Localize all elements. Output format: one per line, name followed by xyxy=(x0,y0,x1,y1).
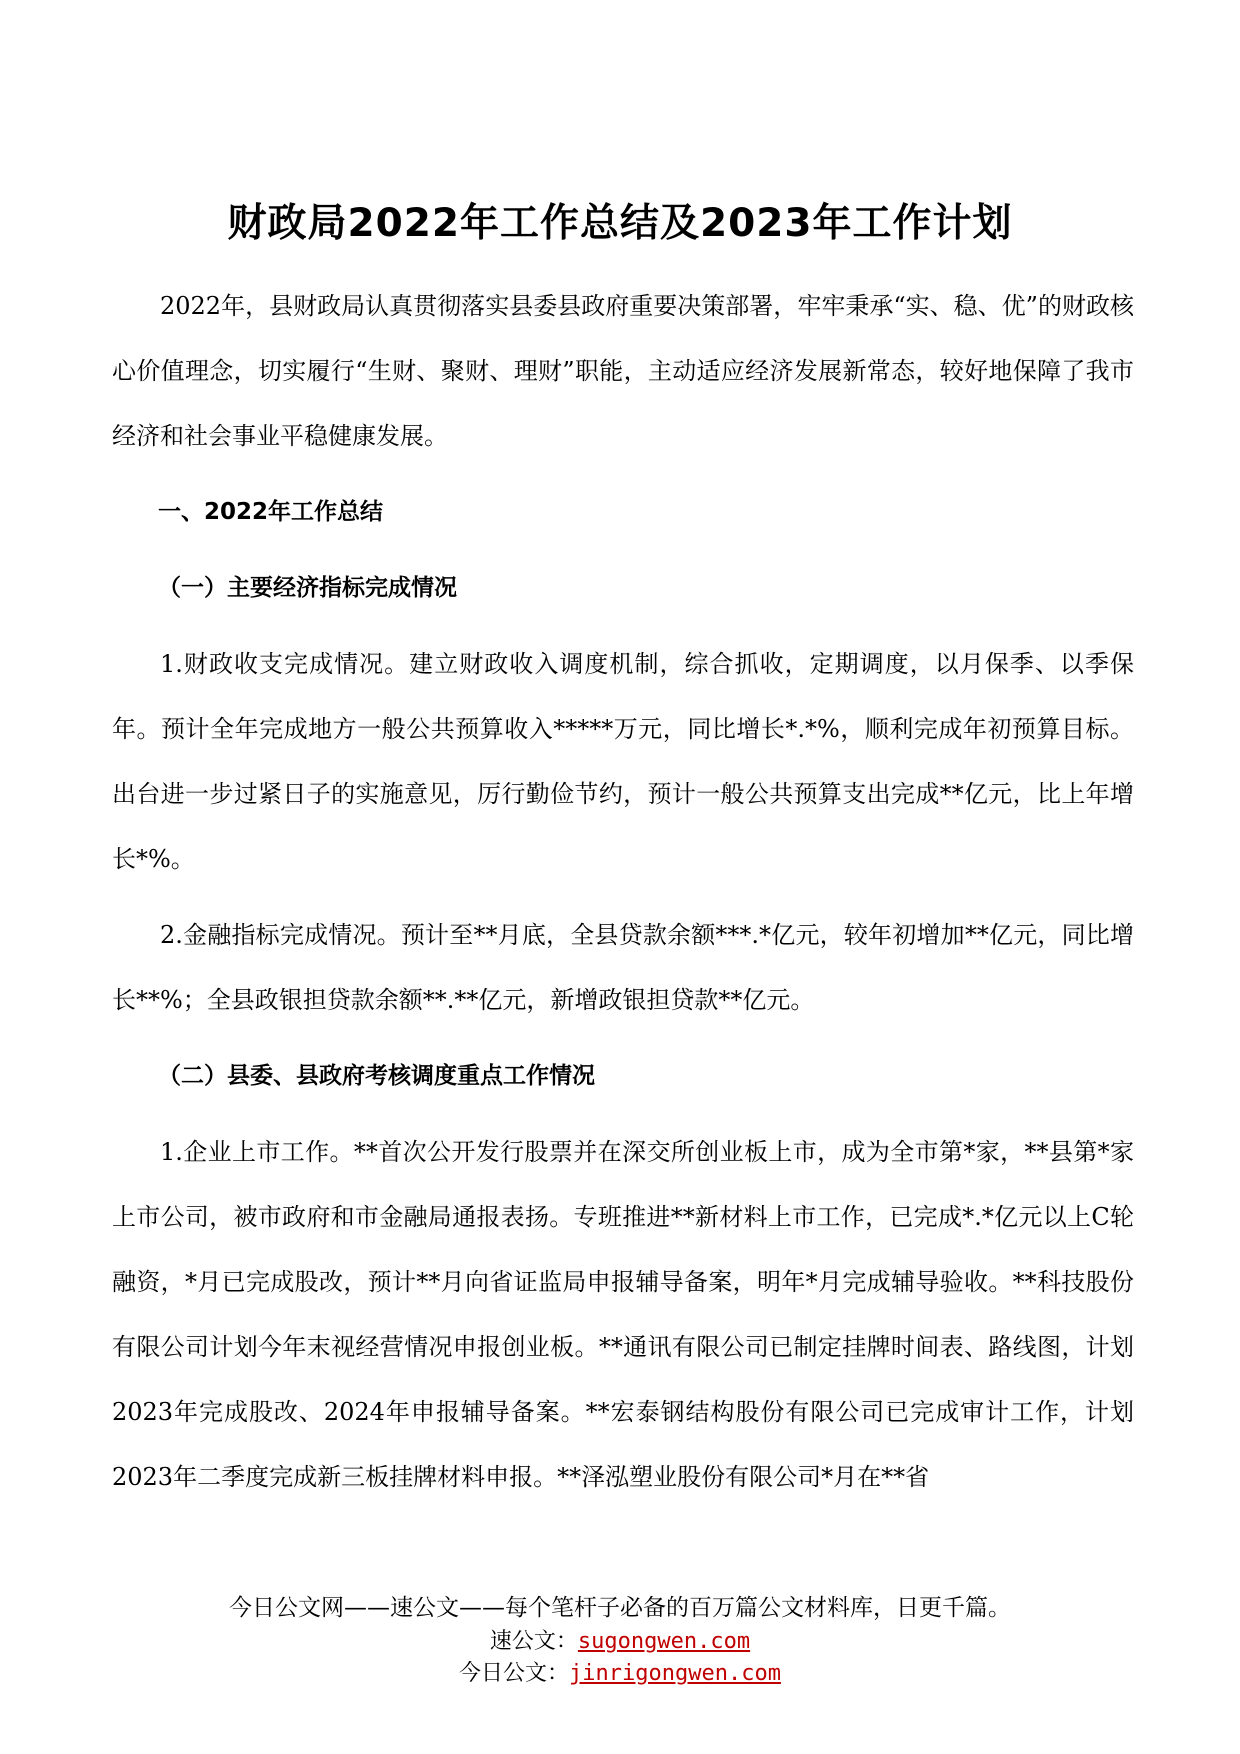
section-heading-summary: 一、2022年工作总结 xyxy=(158,499,384,525)
subsection-heading-key-work: （二）县委、县政府考核调度重点工作情况 xyxy=(158,1063,595,1089)
document-title: 财政局2022年工作总结及2023年工作计划 xyxy=(227,201,1013,246)
footer-line-jinrigongwen xyxy=(0,1658,1240,1690)
document-body xyxy=(112,274,1134,1510)
footer-slogan: 今日公文网——速公文——每个笔杆子必备的百万篇公文材料库，日更千篇。 xyxy=(229,1595,1011,1621)
footer-line-sugongwen xyxy=(0,1626,1240,1658)
intro-paragraph: 2022年，县财政局认真贯彻落实县委县政府重要决策部署，牢牢秉承“实、稳、优”的财政核心价值理念，切实履行“生财、聚财、理财”职能，主动适应经济发展新常态，较好地保障了我市经济和社会事业平稳健康发展。 xyxy=(112,292,1134,450)
paragraph-listing: 1.企业上市工作。**首次公开发行股票并在深交所创业板上市，成为全市第*家，**县第*家上市公司，被市政府和市金融局通报表扬。专班推进**新材料上市工作，已完成*.*亿元以上C轮融资，*月已完成股改，预计**月向省证监局申报辅导备案，明年*月完成辅导验收。**科技股份有限公司计划今年末视经营情况申报创业板。**通讯有限公司已制定挂牌时间表、路线图，计划2023年完成股改、2024年申报辅导备案。**宏泰钢结构股份有限公司已完成审计工作，计划2023年二季度完成新三板挂牌材料申报。**泽泓塑业股份有限公司*月在**省 xyxy=(112,1138,1134,1491)
link-jinrigongwen[interactable]: jinrigongwen.com xyxy=(569,1661,781,1686)
paragraph-finance: 2.金融指标完成情况。预计至**月底，全县贷款余额***.*亿元，较年初增加**亿元，同比增长**%；全县政银担贷款余额**.**亿元，新增政银担贷款**亿元。 xyxy=(112,921,1134,1014)
link-sugongwen[interactable]: sugongwen.com xyxy=(577,1629,751,1654)
footer xyxy=(0,1590,1240,1690)
footer-label-sugongwen: 速公文： xyxy=(489,1629,578,1654)
subsection-heading-indicators: （一）主要经济指标完成情况 xyxy=(158,575,457,601)
footer-label-jinrigongwen: 今日公文： xyxy=(459,1661,570,1686)
paragraph-fiscal: 1.财政收支完成情况。建立财政收入调度机制，综合抓收，定期调度，以月保季、以季保年。预计全年完成地方一般公共预算收入*****万元，同比增长*.*%，顺利完成年初预算目标。出台进一步过紧日子的实施意见，厉行勤俭节约，预计一般公共预算支出完成**亿元，比上年增长*%。 xyxy=(112,650,1134,873)
